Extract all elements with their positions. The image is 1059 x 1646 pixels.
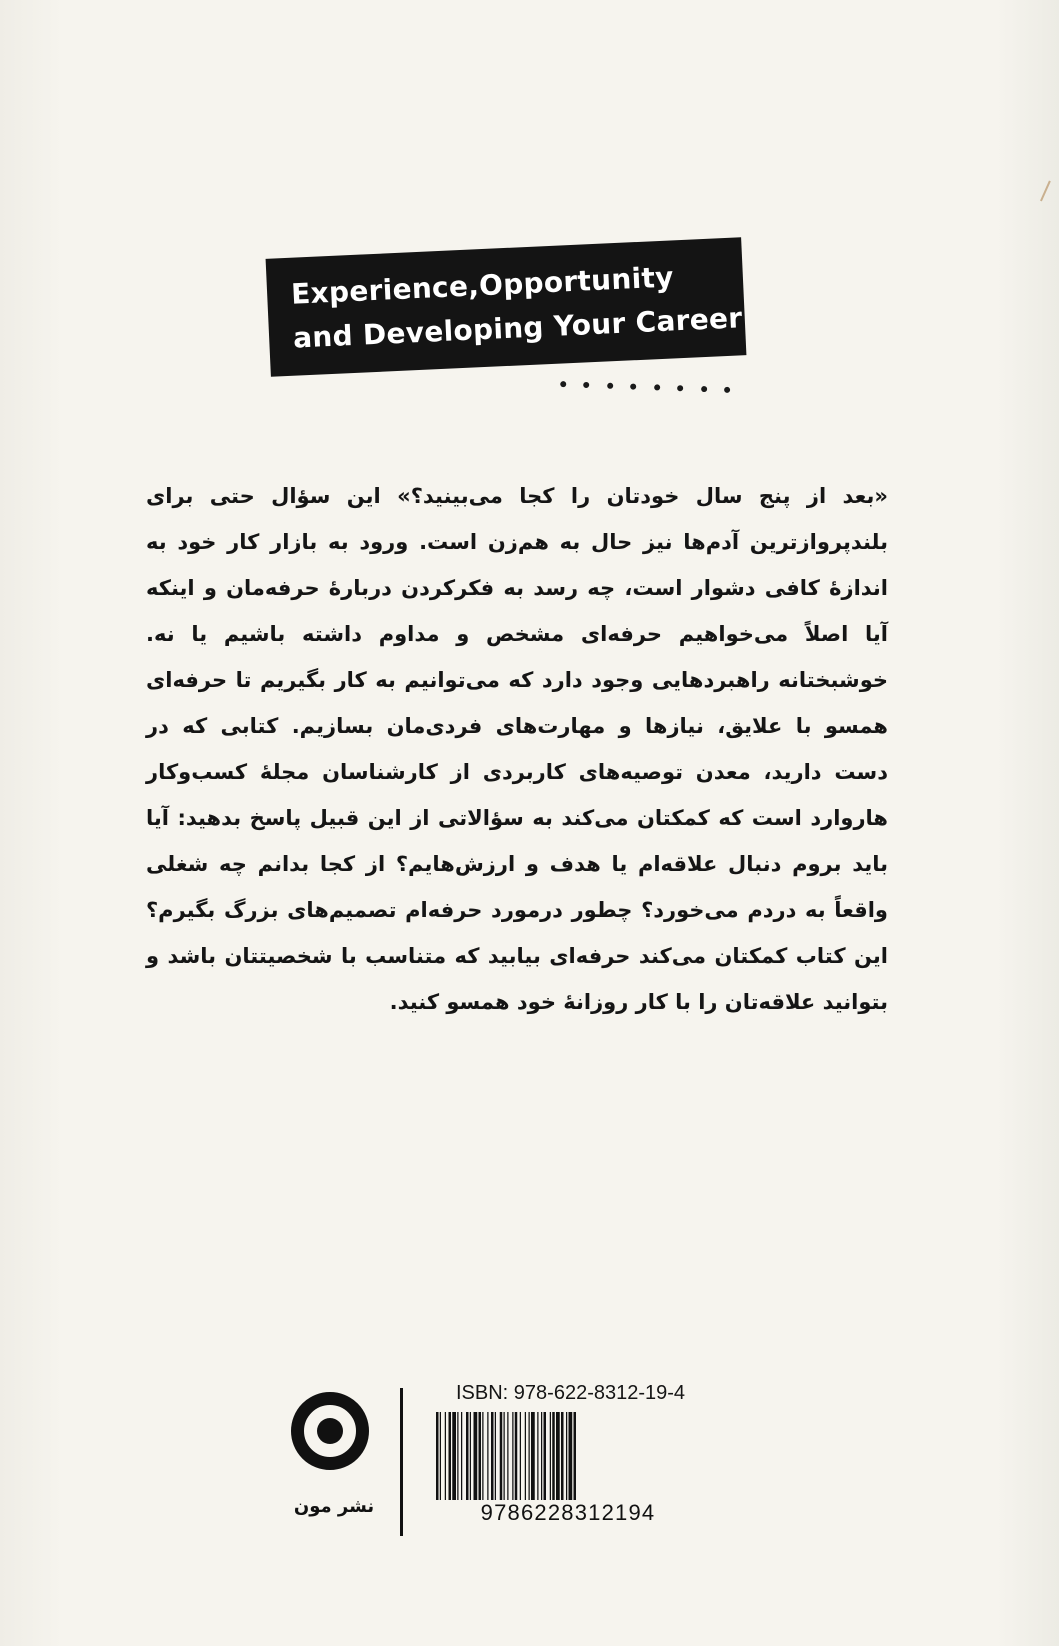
barcode-bar: [512, 1412, 513, 1502]
barcode-bar: [525, 1412, 526, 1502]
publisher-logo: [288, 1392, 408, 1542]
dot: [607, 383, 613, 389]
barcode-bar: [515, 1412, 518, 1502]
barcode-bar: [470, 1412, 471, 1502]
dot: [677, 385, 683, 391]
title-banner: [266, 237, 747, 376]
barcode-bar: [452, 1412, 456, 1502]
dot: [560, 381, 566, 387]
barcode-bar: [544, 1412, 547, 1502]
dot: [584, 382, 590, 388]
barcode-bar: [541, 1412, 542, 1502]
english-title-line-1: Experience,Opportunity: [290, 260, 675, 311]
blurb-text: «بعد از پنج سال خودتان را کجا می‌بینید؟» این سؤال حتی برای بلندپروازترین آدم‌ها نیز حال به هم‌زن است. ورود به بازار کار خود به اندازهٔ کافی دشوار است، چه رسد به فکرکردن دربارهٔ حرفه‌مان و اینکه آیا اصلاً می‌خواهیم حرفه‌ای مشخص و مداوم داشته باشیم یا نه. خوشبختانه راهبردهایی وجود دارد که می‌توانیم به کار بگیریم تا حرفه‌ای همسو با علایق، نیازها و مهارت‌های فردی‌مان بسازیم. کتابی که در دست دارید، معدن توصیه‌های کاربردی از کارشناسان مجلهٔ کسب‌وکار هاروارد است که کمکتان می‌کند به سؤالاتی از این قبیل پاسخ بدهید: آیا باید بروم دنبال علاقه‌ام یا هدف و ارزش‌هایم؟ از کجا بدانم چه شغلی واقعاً به دردم می‌خورد؟ چطور درمورد حرفه‌ام تصمیم‌های بزرگ بگیرم؟ این کتاب کمکتان می‌کند حرفه‌ای بیابید که متناسب با شخصیتتان باشد و بتوانید علاقه‌تان را با کار روزانهٔ خود همسو کنید.: [146, 484, 888, 1014]
barcode-bar: [504, 1412, 505, 1502]
barcode-bar: [550, 1412, 551, 1502]
publisher-name: نشر مون: [293, 1496, 375, 1517]
edge-wear-mark: [1040, 181, 1059, 206]
barcode-bar: [507, 1412, 508, 1502]
barcode-bar: [445, 1412, 446, 1502]
barcode-bar: [487, 1412, 488, 1502]
barcode-bar: [491, 1412, 494, 1502]
isbn-label: ISBN: 978-622-8312-19-4: [456, 1382, 686, 1404]
barcode-bar: [474, 1412, 478, 1502]
barcode-bar: [561, 1412, 564, 1502]
dot: [701, 386, 707, 392]
decorative-dots: [560, 381, 730, 403]
barcode-bar: [449, 1412, 452, 1502]
dot: [654, 384, 660, 390]
barcode-bar: [466, 1412, 469, 1502]
logo-center-dot: [317, 1418, 343, 1444]
barcode-bar: [495, 1412, 496, 1502]
barcode-bar: [482, 1412, 483, 1502]
barcode-bar: [552, 1412, 555, 1502]
barcode-number: 9786228312194: [430, 1500, 706, 1526]
english-title-line-2: and Developing Your Career: [292, 301, 744, 355]
barcode-bar: [479, 1412, 482, 1502]
dot: [630, 383, 636, 389]
barcode-bar: [537, 1412, 538, 1502]
barcode-bar: [457, 1412, 458, 1502]
barcode-bar: [461, 1412, 462, 1502]
barcode-bar: [556, 1412, 560, 1502]
barcode-bar: [500, 1412, 503, 1502]
barcode-bar: [531, 1412, 535, 1502]
barcode-bar: [520, 1412, 521, 1502]
dot: [724, 387, 730, 393]
barcode-bar: [529, 1412, 530, 1502]
vertical-divider: [400, 1388, 403, 1536]
barcode-bar: [566, 1412, 567, 1502]
